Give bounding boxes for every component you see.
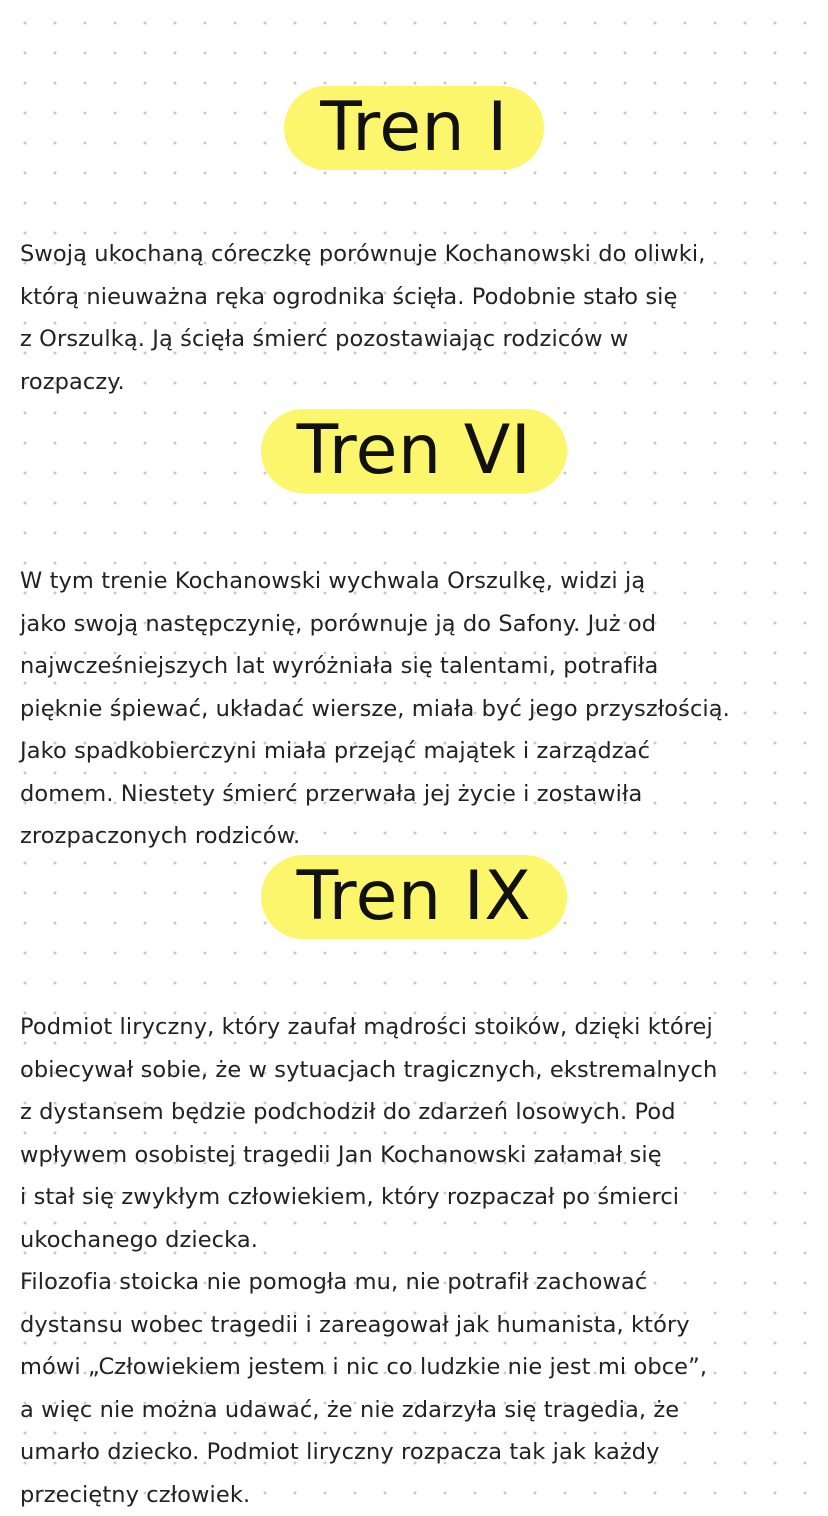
text-line: z dystansem będzie podchodził do zdarzeń losowych. Pod (20, 1099, 676, 1126)
title-wrap (0, 363, 828, 538)
text-line: z Orszulką. Ją ścięła śmierć pozostawiając rodziców w (20, 326, 629, 353)
text-line: W tym trenie Kochanowski wychwala Orszulkę, widzi ją (20, 568, 646, 595)
section-title: Tren I (284, 86, 544, 170)
text-line: i stał się zwykłym człowiekiem, który rozpaczał po śmierci (20, 1184, 680, 1211)
text-line: zrozpaczonych rodziców. (20, 823, 301, 850)
text-line: Jako spadkobierczyni miała przejąć majątek i zarządzać (20, 738, 651, 765)
title-wrap (0, 809, 828, 984)
text-line: umarło dziecko. Podmiot liryczny rozpacza tak jak każdy (20, 1439, 660, 1466)
text-line: pięknie śpiewać, układać wiersze, miała być jego przyszłością. (20, 695, 730, 722)
text-line: Filozofia stoicka nie pomogła mu, nie potrafił zachować (20, 1269, 648, 1296)
section-title: Tren IX (261, 855, 568, 939)
text-line: a więc nie można udawać, że nie zdarzyła się tragedia, że (20, 1396, 680, 1423)
section-tren-ix (0, 809, 828, 1516)
text-line: domem. Niestety śmierć przerwała jej życie i zostawiła (20, 780, 643, 807)
section-tren-vi (0, 363, 828, 858)
text-line: Podmiot liryczny, który zaufał mądrości stoików, dzięki której (20, 1014, 713, 1041)
text-line: najwcześniejszych lat wyróżniała się talentami, potrafiła (20, 653, 659, 680)
text-line: ukochanego dziecka. (20, 1226, 259, 1253)
text-line: wpływem osobistej tragedii Jan Kochanowski załamał się (20, 1141, 662, 1168)
section-tren-i (0, 40, 828, 403)
text-line: dystansu wobec tragedii i zareagował jak humanista, który (20, 1311, 690, 1338)
section-title: Tren VI (261, 409, 568, 493)
text-line: jako swoją następczynię, porównuje ją do Safony. Już od (20, 610, 657, 637)
section-body (0, 1006, 828, 1516)
text-line: mówi „Człowiekiem jestem i nic co ludzkie nie jest mi obce”, (20, 1354, 708, 1381)
text-line: którą nieuważna ręka ogrodnika ścięła. Podobnie stało się (20, 283, 678, 310)
text-line: obiecywał sobie, że w sytuacjach tragicznych, ekstremalnych (20, 1056, 718, 1083)
text-line: rozpaczy. (20, 368, 125, 395)
text-line: Swoją ukochaną córeczkę porównuje Kochanowski do oliwki, (20, 241, 706, 268)
title-wrap (0, 40, 828, 215)
text-line: przeciętny człowiek. (20, 1481, 251, 1508)
